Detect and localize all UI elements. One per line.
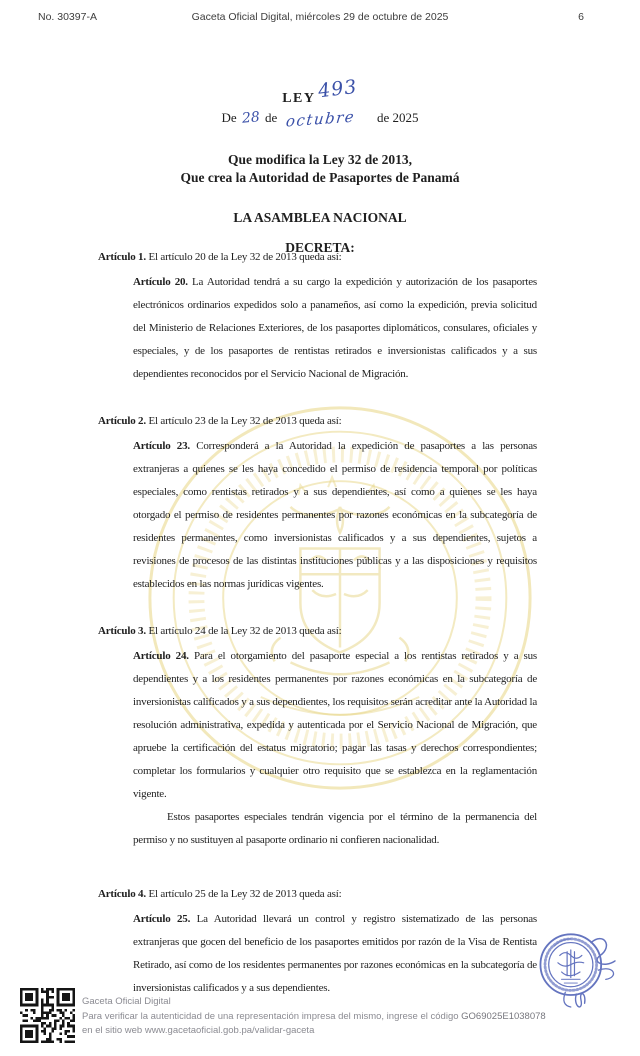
footer-brand: Gaceta Oficial Digital [82,996,171,1007]
law-title-block [0,75,640,256]
date-suffix: de 2025 [377,110,419,125]
article-1-paragraph [133,271,537,386]
ink-stamp-signature-icon [534,926,626,1018]
footer-verification [82,995,546,1039]
article-24-label: Artículo 24. [133,650,189,662]
handwritten-day: 28 [241,109,261,127]
article-25-text: La Autoridad llevará un control y registro sistematizado de las personas extranjeras que gocen del beneficio de los pasaportes emitidos por razón de la Visa de Rentista Retirado, así como de los residentes permanentes por razones económicas en la subcategoría de inversionistas calificados y a sus dependientes. [133,913,538,994]
handwritten-month: octubre [285,107,357,131]
article-24-text: Para el otorgamiento del pasaporte especial a los rentistas retirados y a sus dependientes y a los residentes permanentes por razones económicas en la subcategoría de inversionistas calificados y a sus dependientes, los requisitos serán acreditar ante la Autoridad la resolución administrativa, expedida y autenticada por el Servicio Nacional de Migración, que apruebe la certificación del estatus migratorio; pagar las tasas y derechos correspondientes; completar los formularios y cualquier otro requisito que se establezca en la reglamentación vigente. [133,650,538,800]
article-3 [98,620,540,852]
law-subtitle [0,151,640,187]
article-23-label: Artículo 23. [133,440,190,452]
date-mid: de [264,110,278,125]
law-title: LEY [282,91,316,106]
footer-verify-prefix: Para verificar la autenticidad de una representación impresa del mismo, ingrese el código [82,1010,462,1022]
law-body [98,246,540,1024]
header-title: Gaceta Oficial Digital, miércoles 29 de octubre de 2025 [191,11,449,23]
article-1-heading [98,246,540,269]
article-2-heading-text: El artículo 23 de la Ley 32 de 2013 queda así: [145,415,342,427]
article-1 [98,246,540,386]
doc-number: No. 30397-A [38,11,97,23]
article-25-label: Artículo 25. [133,913,191,925]
decree-heading: DECRETA: [285,240,355,255]
assembly-heading: LA ASAMBLEA NACIONAL [233,210,407,225]
article-4-heading-text: El artículo 25 de la Ley 32 de 2013 queda así: [145,888,342,900]
article-20-text: La Autoridad tendrá a su cargo la expedición y autorización de los pasaportes electrónicos ordinarios expedidos solo a panameños, así como la expedición, previa solicitud del Ministerio de Relaciones Exteriores, de los pasaportes diplomáticos, consulares, oficiales y especiales, y de los pasaportes de rentistas retirados e inversionistas calificados y a sus dependientes reconocidos por el Servicio Nacional de Migración. [133,276,537,380]
page-header [0,11,640,23]
page-number: 6 [578,11,584,23]
law-date-line [0,107,640,131]
article-1-label: Artículo 1. [98,251,146,263]
article-20-label: Artículo 20. [133,276,188,288]
date-prefix: De [221,110,237,125]
article-2-label: Artículo 2. [98,415,146,427]
footer-verify-line [82,1010,546,1025]
article-3-heading [98,620,540,643]
handwritten-law-number: 493 [316,75,359,103]
article-3-paragraph-2: Estos pasaportes especiales tendrán vigencia por el término de la permanencia del permiso y no sustituyen al pasaporte ordinario ni confieren nacionalidad. [133,811,537,846]
article-4 [98,883,540,1000]
article-4-heading [98,883,540,906]
article-3-label: Artículo 3. [98,625,146,637]
article-23-text: Corresponderá a la Autoridad la expedición de pasaportes a las personas extranjeras a quienes se les haya concedido el permiso de residencia temporal por políticas especiales, como rentistas retirados y a sus dependientes, así como a quienes se les haya otorgado el permiso de residentes permanentes por razones económicas en la subcategoría de residentes permanentes, como inversionistas calificados y a sus dependientes, sujetos a revisiones de procesos de las distintas instituciones públicas y a las disposiciones y requisitos establecidos en las normas jurídicas vigentes. [133,440,537,590]
article-4-paragraph [133,908,537,1000]
article-1-heading-text: El artículo 20 de la Ley 32 de 2013 queda así: [145,251,342,263]
footer-site-line: en el sitio web www.gacetaoficial.gob.pa/validar-gaceta [82,1025,315,1036]
law-subtitle-line1: Que modifica la Ley 32 de 2013, [227,152,413,167]
verification-code: GO69025E1038078 [461,1010,546,1022]
article-2-heading [98,410,540,433]
article-2 [98,410,540,596]
article-3-heading-text: El artículo 24 de la Ley 32 de 2013 queda así: [145,625,342,637]
article-4-label: Artículo 4. [98,888,146,900]
article-2-paragraph [133,435,537,596]
qr-code [20,988,75,1043]
law-subtitle-line2: Que crea la Autoridad de Pasaportes de Panamá [180,170,460,185]
law-title-line [0,75,640,107]
article-3-paragraph [133,645,537,806]
